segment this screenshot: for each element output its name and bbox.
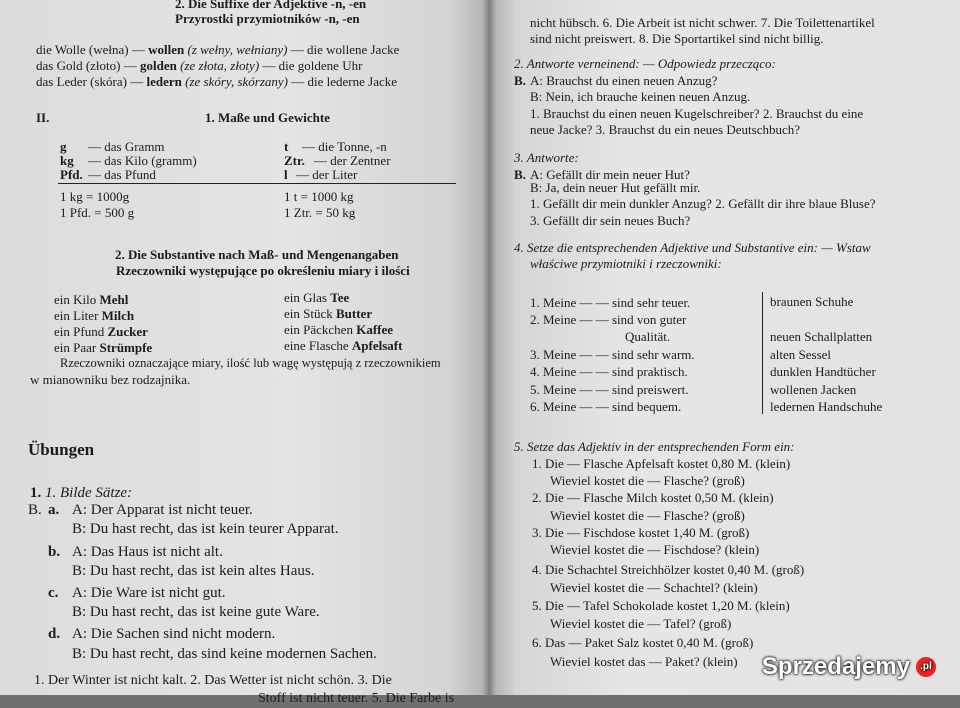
example-marker: B.: [514, 167, 526, 182]
word-option: wollenen Jacken: [770, 382, 857, 397]
exercise-line: nicht hübsch. 6. Die Arbeit ist nicht schwer. 7. Die Toilettenartikel: [530, 15, 875, 30]
exercise-line: Stoff ist nicht teuer. 5. Die Farbe is: [258, 691, 455, 706]
exercise-line: B: Nein, ich brauche keinen neuen Anzug.: [530, 89, 751, 104]
exercise-line: A: Der Apparat ist nicht teuer.: [72, 502, 253, 518]
exercise-line: Wieviel kostet die — Schachtel? (klein): [550, 580, 758, 595]
word-option: braunen Schuhe: [770, 294, 854, 309]
exercise-line: B: Du hast recht, das ist keine gute Ware.: [72, 604, 320, 620]
fill-in-item: 4. Meine — — sind praktisch.: [530, 364, 688, 379]
book-gutter: [482, 0, 496, 695]
quantity-item: ein Kilo Mehl: [54, 292, 129, 307]
watermark: [762, 653, 936, 681]
section-number: II.: [36, 110, 50, 125]
fill-in-item: 3. Meine — — sind sehr warm.: [530, 347, 695, 362]
quantity-item: ein Stück Butter: [284, 306, 373, 321]
word-option: alten Sessel: [770, 347, 832, 362]
exercise-line: 1. Die — Flasche Apfelsaft kostet 0,80 M. (klein): [532, 456, 791, 471]
example-marker: B.: [28, 502, 42, 518]
suffix-row: das Gold (złoto) — golden (ze złota, złoty) — die goldene Uhr: [36, 58, 363, 73]
unit-name: — das Gramm: [88, 139, 165, 154]
exercise-line: sind nicht preiswert. 8. Die Sportartikel sind nicht billig.: [530, 31, 824, 46]
watermark-badge: .pl: [916, 657, 936, 677]
suffix-header-title: 2. Die Suffixe der Adjektive -n, -en: [175, 0, 367, 11]
exercise-line: Wieviel kostet die — Tafel? (groß): [550, 616, 732, 631]
exercise-line: B: Ja, dein neuer Hut gefällt mir.: [530, 180, 701, 195]
fill-in-item: 2. Meine — — sind von guter: [530, 312, 687, 327]
exercise-line: 1. Der Winter ist nicht kalt. 2. Das Wetter ist nicht schön. 3. Die: [34, 673, 392, 688]
grammar-note: w mianowniku bez rodzajnika.: [30, 372, 191, 387]
sub-marker: b.: [48, 544, 61, 560]
exercise-line: A: Die Ware ist nicht gut.: [72, 585, 226, 601]
exercise-line: 6. Das — Paket Salz kostet 0,40 M. (groß): [532, 635, 754, 650]
conversion: 1 t = 1000 kg: [284, 189, 354, 204]
exercise-title: 1. 1. Bilde Sätze:: [30, 485, 133, 501]
section-subtitle: Rzeczowniki występujące po określeniu miary i ilości: [116, 263, 410, 278]
exercise-line: 4. Die Schachtel Streichhölzer kostet 0,40 M. (groß): [532, 562, 805, 577]
exercise-line: 3. Gefällt dir sein neues Buch?: [530, 213, 691, 228]
quantity-item: ein Päckchen Kaffee: [284, 322, 394, 337]
word-option: neuen Schallplatten: [770, 329, 873, 344]
unit-name: — das Pfund: [88, 167, 156, 182]
right-page: [488, 0, 960, 695]
exercise-line: Wieviel kostet das — Paket? (klein): [550, 654, 738, 669]
exercise-title: 5. Setze das Adjektiv in der entsprechenden Form ein:: [514, 439, 795, 454]
sub-marker: a.: [48, 502, 60, 518]
unit-name: — der Liter: [296, 167, 358, 182]
sub-marker: d.: [48, 626, 61, 642]
suffix-header-subtitle: Przyrostki przymiotników -n, -en: [175, 11, 360, 26]
exercise-line: 1. Brauchst du einen neuen Kugelschreiber? 2. Brauchst du eine: [530, 106, 864, 121]
quantity-item: eine Flasche Apfelsaft: [284, 338, 403, 353]
conversion: 1 Pfd. = 500 g: [60, 205, 135, 220]
exercise-line: Wieviel kostet die — Fischdose? (klein): [550, 542, 760, 557]
quantity-item: ein Glas Tee: [284, 290, 350, 305]
exercise-line: 1. Gefällt dir mein dunkler Anzug? 2. Gefällt dir ihre blaue Bluse?: [530, 196, 876, 211]
exercise-line: A: Gefällt dir mein neuer Hut?: [530, 167, 690, 182]
exercise-line: Wieviel kostet die — Flasche? (groß): [550, 473, 745, 488]
quantity-item: ein Pfund Zucker: [54, 324, 148, 339]
fill-in-item: 5. Meine — — sind preiswert.: [530, 382, 689, 397]
fill-in-item: 1. Meine — — sind sehr teuer.: [530, 295, 691, 310]
fill-in-item: 6. Meine — — sind bequem.: [530, 399, 682, 414]
exercise-line: A: Das Haus ist nicht alt.: [72, 544, 223, 560]
conversion: 1 Ztr. = 50 kg: [284, 205, 356, 220]
quantity-item: ein Paar Strümpfe: [54, 340, 153, 355]
exercise-line: B: Du hast recht, das ist kein teurer Apparat.: [72, 521, 339, 537]
unit-name: — die Tonne, -n: [302, 139, 387, 154]
unit-row: kg: [60, 153, 74, 168]
word-option: ledernen Handschuhe: [770, 399, 883, 414]
exercise-line: A: Brauchst du einen neuen Anzug?: [530, 73, 718, 88]
suffix-row: das Leder (skóra) — ledern (ze skóry, skórzany) — die lederne Jacke: [36, 74, 398, 89]
unit-row: t: [284, 139, 289, 154]
exercise-title: 2. Antworte verneinend: — Odpowiedz przecząco:: [514, 56, 776, 71]
exercise-title: 4. Setze die entsprechenden Adjektive und Substantive ein: — Wstaw: [514, 240, 871, 255]
fill-in-item: Qualität.: [625, 329, 671, 344]
conversion: 1 kg = 1000g: [60, 189, 130, 204]
quantity-item: ein Liter Milch: [54, 308, 135, 323]
word-option: dunklen Handtücher: [770, 364, 876, 379]
exercise-line: 2. Die — Flasche Milch kostet 0,50 M. (klein): [532, 490, 774, 505]
exercise-line: 3. Die — Fischdose kostet 1,40 M. (groß): [532, 525, 750, 540]
exercise-line: A: Die Sachen sind nicht modern.: [72, 626, 276, 642]
example-marker: B.: [514, 73, 526, 88]
unit-row: Pfd.: [60, 167, 83, 182]
unit-row: l: [284, 167, 288, 182]
exercise-line: neue Jacke? 3. Brauchst du ein neues Deutschbuch?: [530, 122, 801, 137]
exercise-line: Wieviel kostet die — Flasche? (groß): [550, 508, 745, 523]
section-title: 2. Die Substantive nach Maß- und Mengenangaben: [115, 247, 399, 262]
exercise-line: 5. Die — Tafel Schokolade kostet 1,20 M. (klein): [532, 598, 790, 613]
section-title: 1. Maße und Gewichte: [205, 110, 330, 125]
exercise-line: B: Du hast recht, das ist kein altes Haus.: [72, 563, 315, 579]
exercise-title: właściwe przymiotniki i rzeczowniki:: [530, 256, 722, 271]
suffix-row: die Wolle (wełna) — wollen (z wełny, wełniany) — die wollene Jacke: [36, 42, 400, 57]
exercises-heading: Übungen: [28, 440, 95, 459]
unit-name: — das Kilo (gramm): [88, 153, 197, 168]
unit-row: g: [60, 139, 67, 154]
sub-marker: c.: [48, 585, 59, 601]
exercise-line: B: Du hast recht, das sind keine modernen Sachen.: [72, 646, 377, 662]
exercise-title: 3. Antworte:: [514, 150, 579, 165]
options-divider: [762, 292, 763, 414]
table-divider: [58, 183, 456, 184]
unit-name: — der Zentner: [314, 153, 391, 168]
grammar-note: Rzeczowniki oznaczające miary, ilość lub wagę występują z rzeczownikiem: [60, 356, 441, 370]
unit-row: Ztr.: [284, 153, 305, 168]
watermark-text: Sprzedajemy: [761, 653, 910, 680]
